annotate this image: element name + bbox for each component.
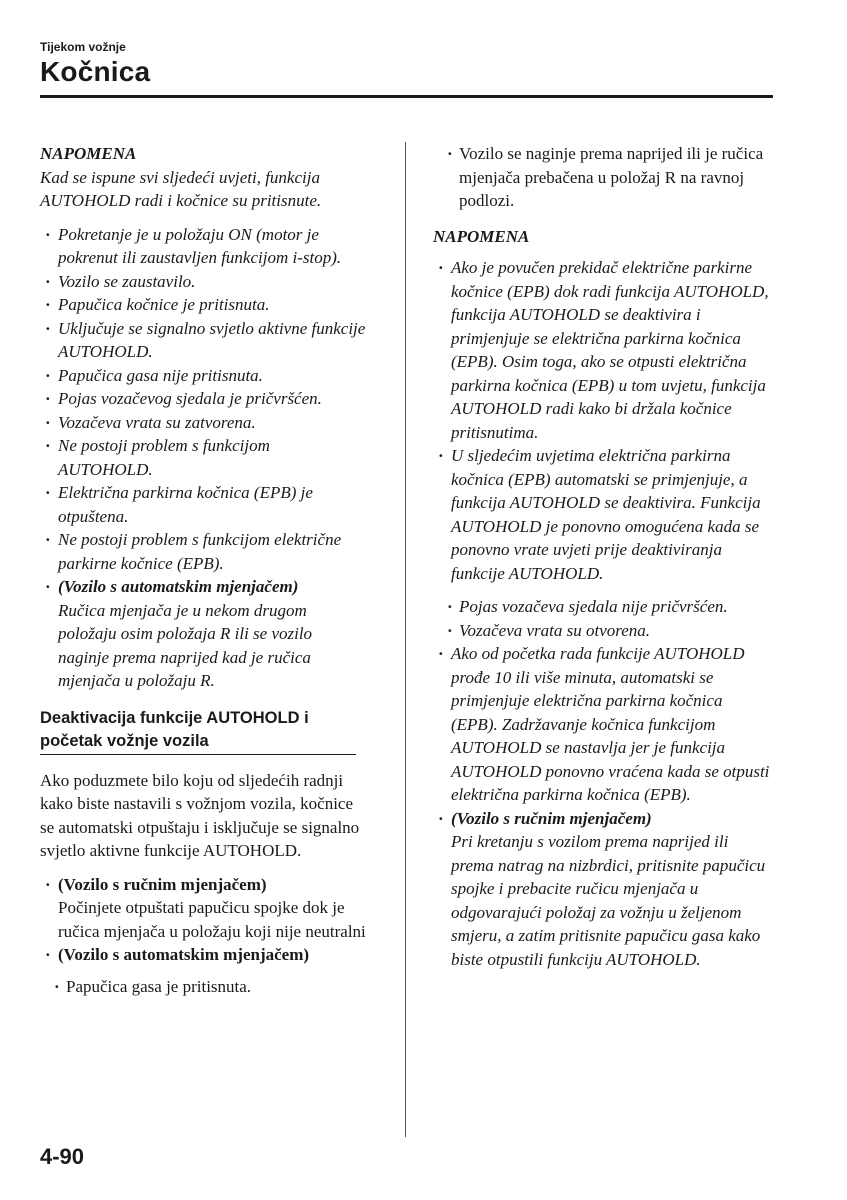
list-item: · Pojas vozačevog sjedala je pričvršćen. (40, 387, 366, 411)
note-intro: Kad se ispune svi sljedeći uvjeti, funkcija AUTOHOLD radi i kočnice su pritisnute. (40, 167, 322, 210)
list-item: · Ne postoji problem s funkcijom električne parkirne kočnice (EPB). (40, 528, 366, 575)
list-item: · Vozilo se zaustavilo. (40, 270, 366, 294)
list-item (40, 575, 366, 693)
list-item: · Vozačeva vrata su zatvorena. (40, 411, 366, 435)
list-item: · Uključuje se signalno svjetlo aktivne funkcije AUTOHOLD. (40, 317, 366, 364)
page-title: Kočnica (40, 56, 151, 87)
manual-text: Pri kretanju s vozilom prema naprijed ili prema natrag na nizbrdici, pritisnite papučicu spojke i prebacite ručicu mjenjača u odgovarajući položaj za vožnju u željenom smjeru, a zatim pritisnite papučicu gasa kako biste otpustili funkciju AUTOHOLD. (451, 832, 766, 969)
list-item: · Vozačeva vrata su otvorena. (433, 619, 773, 643)
note-sub-list (433, 595, 773, 642)
section-subheading: Deaktivacija funkcije AUTOHOLD i početak vožnje vozila (40, 707, 356, 755)
right-column (433, 142, 773, 971)
auto-title: · (Vozilo s automatskim mjenjačem) (58, 945, 310, 964)
list-item (40, 873, 366, 944)
note-list (433, 256, 773, 585)
body-paragraph: Ako poduzmete bilo koju od sljedećih radnji kako biste nastavili s vožnjom vozila, kočnice se automatski otpuštaju i isključuje se signalno svjetlo aktivne funkcije AUTOHOLD. (40, 770, 360, 860)
list-item: · Papučica gasa je pritisnuta. (40, 975, 366, 999)
note-title: NAPOMENA (40, 144, 137, 163)
section-label: Tijekom vožnje (40, 40, 126, 54)
list-item: · Ako je povučen prekidač električne parkirne kočnice (EPB) dok radi funkcija AUTOHOLD, funkcija AUTOHOLD se deaktivira i primjenjuje se električna parkirna kočnica (EPB). Osim toga, ako se otpusti električna parkirna kočnica (EPB) u tom uvjetu, funkcija AUTOHOLD radi kako bi držala kočnice pritisnutima. (433, 256, 773, 444)
manual-text: Počinjete otpuštati papučicu spojke dok je ručica mjenjača u položaju koji nije neutralni (58, 898, 366, 941)
list-item: · Pokretanje je u položaju ON (motor je pokrenut ili zaustavljen funkcijom i-stop). (40, 223, 366, 270)
list-item: · Papučica kočnice je pritisnuta. (40, 293, 366, 317)
list-item: · U sljedećim uvjetima električna parkirna kočnica (EPB) automatski se primjenjuje, a funkcija AUTOHOLD se deaktivira. Funkcija AUTOHOLD je ponovno omogućena kada se ponovno vrate uvjeti prije deaktiviranja funkcije AUTOHOLD. (433, 444, 773, 585)
conditions-list (40, 223, 366, 693)
list-item: · Električna parkirna kočnica (EPB) je otpuštena. (40, 481, 366, 528)
list-item (433, 807, 773, 972)
list-item: · Ne postoji problem s funkcijom AUTOHOLD. (40, 434, 366, 481)
list-item (40, 943, 366, 967)
auto-sub-list (40, 975, 366, 999)
list-item: · Pojas vozačeva sjedala nije pričvršćen. (433, 595, 773, 619)
note-list-continued (433, 642, 773, 971)
continued-list (433, 142, 773, 213)
note-title: NAPOMENA (433, 226, 530, 246)
list-item: · Ako od početka rada funkcije AUTOHOLD prođe 10 ili više minuta, automatski se primjenjuje električna parkirna kočnica (EPB). Zadržavanje kočnica funkcijom AUTOHOLD se nastavlja jer je funkcija AUTOHOLD ponovno vraćena kada se otpusti električna parkirna kočnica (EPB). (433, 642, 773, 807)
actions-list (40, 873, 366, 967)
manual-title: · (Vozilo s ručnim mjenjačem) (58, 874, 267, 894)
page-number: 4-90 (40, 1144, 85, 1169)
list-item: · Papučica gasa nije pritisnuta. (40, 364, 366, 388)
column-divider (405, 142, 406, 1137)
manual-title: · (Vozilo s ručnim mjenjačem) (451, 808, 652, 828)
title-rule (40, 95, 773, 98)
auto-condition-title: · (Vozilo s automatskim mjenjačem) (58, 577, 299, 596)
auto-condition-text: Ručica mjenjača je u nekom drugom položaju osim položaja R ili se vozilo naginje prema naprijed kad je ručica mjenjača u položaju R. (58, 600, 313, 690)
left-column (40, 142, 366, 998)
list-item: · Vozilo se naginje prema naprijed ili je ručica mjenjača prebačena u položaj R na ravnoj podlozi. (433, 142, 773, 213)
